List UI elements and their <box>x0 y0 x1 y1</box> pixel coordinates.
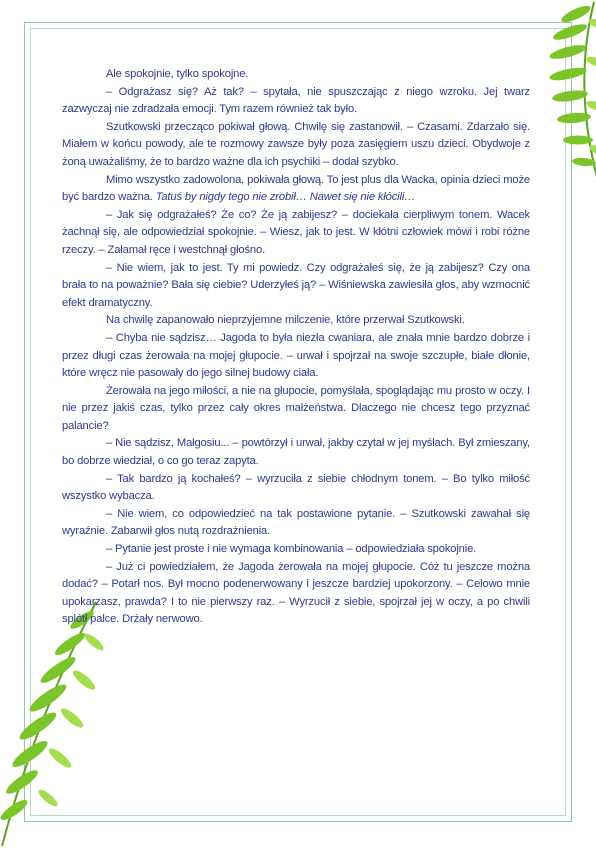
text-run: Na chwilę zapanowało nieprzyjemne milczenie, które przerwał Szutkowski. <box>106 314 465 327</box>
paragraph <box>62 435 530 470</box>
fern-leaf-bottom-left <box>0 598 106 848</box>
italic-thought: Tatuś by nigdy tego nie zrobił… Nawet się nie kłócili… <box>155 191 416 204</box>
fern-leaf-top-right <box>532 0 596 190</box>
paragraph <box>62 172 530 207</box>
text-run: – Nie wiem, co odpowiedzieć na tak postawione pytanie. – Szutkowski zawahał się wyraźnie. Zabarwił głos nutą rozdrażnienia. <box>62 507 530 538</box>
paragraph <box>62 119 530 172</box>
text-run: Mimo wszystko zadowolona, pokiwała głową. To jest plus dla Wacka, opinia dzieci może być bardzo ważna. <box>62 173 530 204</box>
text-run: – Jak się odgrażałeś? Że co? Że ją zabijesz? – dociekała cierpliwym tonem. Wacek żachnął się, ale odpowiedział spokojnie. – Wiesz, jak to jest. W kłótni człowiek mówi i robi różne rzeczy. – Załamał ręce i westchnął głośno. <box>62 208 530 256</box>
paragraph <box>62 559 530 629</box>
text-run: – Pytanie jest proste i nie wymaga kombinowania – odpowiedziała spokojnie. <box>106 543 477 556</box>
text-run: – Odgrażasz się? Aż tak? – spytała, nie spuszczając z niego wzroku. Jej twarz zazwyczaj nie zdradzała emocji. Tym razem również tak było. <box>62 85 530 116</box>
paragraph <box>62 541 530 559</box>
text-run: Szutkowski przecząco pokiwał głową. Chwilę się zastanowił. – Czasami. Zdarzało się. Miałem w końcu powody, ale te rozmowy zawsze były poza zasięgiem uszu dzieci. Obydwoje z żoną uważaliśmy, że to bardzo ważne dla ich psychiki – dodał szybko. <box>62 120 530 168</box>
text-run: Ale spokojnie, tylko spokojne. <box>106 68 249 80</box>
paragraph <box>62 471 530 506</box>
text-run: – Nie sądzisz, Małgosiu... – powtórzył i urwał, jakby czytał w jej myślach. Był zmieszany, bo dobrze wiedział, o co go teraz zapyta. <box>62 437 530 468</box>
paragraph <box>62 330 530 383</box>
paragraph <box>62 383 530 436</box>
text-run: – Chyba nie sądzisz… Jagoda to była niezła cwaniara, ale znała mnie bardzo dobrze i przez długi czas żerowała na mojej głupocie. – urwał i spojrzał na swoje szczupłe, białe dłonie, które wręcz nie pasowały do jego silnej budowy ciała. <box>62 331 530 380</box>
text-run: – Nie wiem, jak to jest. Ty mi powiedz. Czy odgrażałeś się, że ją zabijesz? Czy ona brała to na poważnie? Bała się ciebie? Uderzyłeś ją? – Wiśniewska zawiesiła głos, aby wzmocnić efekt dramatyczny. <box>62 261 530 309</box>
story-text <box>62 66 530 629</box>
text-run: Żerowała na jego miłości, a nie na głupocie, pomyślała, spoglądając mu prosto w oczy. I nie przez jakiś czas, tylko przez cały okres małżeństwa. Dlaczego nie chcesz tego przyznać palancie? <box>62 384 530 432</box>
paragraph <box>62 260 530 313</box>
paragraph <box>62 66 530 84</box>
paragraph <box>62 312 530 330</box>
text-run: – Tak bardzo ją kochałeś? – wyrzuciła z siebie chłodnym tonem. – Bo tylko miłość wszystko wybacza. <box>62 472 530 503</box>
paragraph <box>62 84 530 119</box>
paragraph <box>62 207 530 260</box>
text-run: – Już ci powiedziałem, że Jagoda żerowała na mojej głupocie. Cóż tu jeszcze można dodać? – Potarł nos. Był mocno podenerwowany i jeszcze bardziej upokorzony. – Celowo mnie upokarzasz, prawda? I to nie pierwszy raz. – Wyrzucił z siebie, spojrzał jej w oczy, a po chwili splótł palce. Drżały nerwowo. <box>62 560 530 626</box>
paragraph <box>62 506 530 541</box>
